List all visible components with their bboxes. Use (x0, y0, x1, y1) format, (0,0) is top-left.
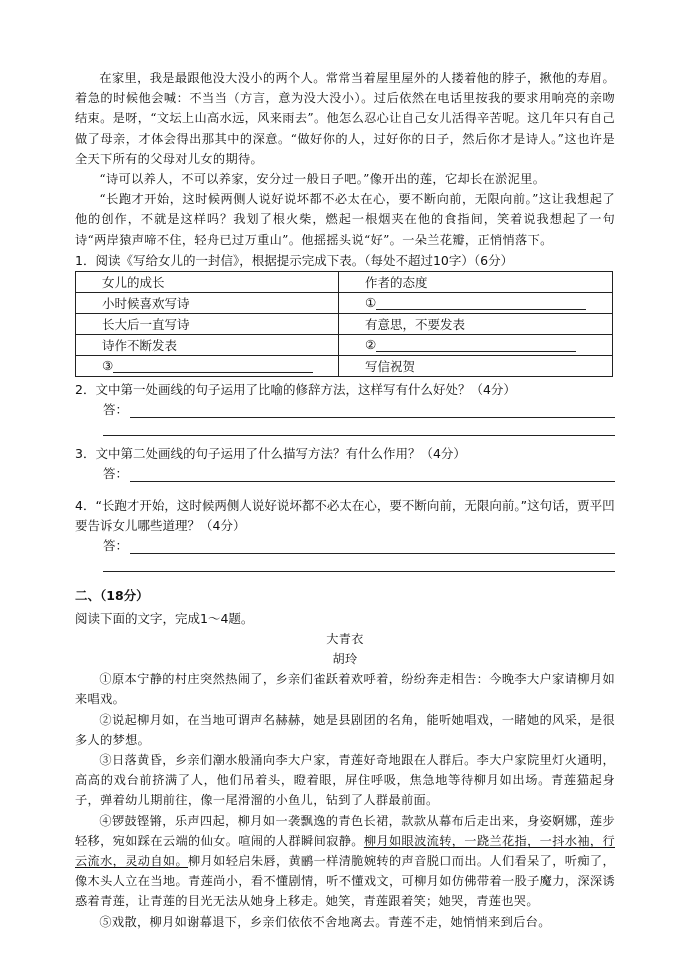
answer-blank[interactable] (376, 339, 576, 352)
table-cell: 诗作不断发表 (76, 334, 339, 355)
q2-stem: 2．文中第一处画线的句子运用了比喻的修辞方法，这样写有什么好处？（4分） (75, 381, 516, 397)
blank-marker: ③ (102, 358, 114, 374)
answer-line[interactable] (103, 418, 615, 436)
table-header-row (76, 271, 613, 292)
q1-stem: 1．阅读《写给女儿的一封信》，根据提示完成下表。（每处不超过10字）（6分） (75, 252, 514, 268)
passage-para-3: “长跑才开始，这时候两侧人说好说坏都不必太在心，要不断向前，无限向前。”这让我想起了他的创作，不就是这样吗？我划了根火柴，燃起一根烟夹在他的食指间，笑着说我想起了一句诗“两岸猿声啼不住，轻舟已过万重山”。他摇摇头说“好”。一朵兰花瓣，正悄悄落下。 (75, 192, 615, 247)
passage-para-1: 在家里，我是最跟他没大没小的两个人。常常当着屋里屋外的人搂着他的脖子，揪他的寿眉。着急的时候他会喊：不当当（方言，意为没大没小）。过后依然在电话里按我的要求用响亮的亲吻结束。是呀，“文坛上山高水远，风来雨去”。他怎么忍心让自己女儿活得辛苦呢。这几年只有自己做了母亲，才体会得出那其中的深意。“做好你的人，过好你的日子，然后你才是诗人。”这也许是全天下所有的父母对儿女的期待。 (75, 71, 615, 166)
story-para-3: ③日落黄昏，乡亲们潮水般涌向李大户家，青莲好奇地跟在人群后。李大户家院里灯火通明，高高的戏台前挤满了人，他们吊着头，瞪着眼，屏住呼吸，焦急地等待柳月如出场。青莲猫起身子，弹着幼儿期前往，像一尾滑溜的小鱼儿，钻到了人群最前面。 (75, 753, 615, 808)
table-row (76, 355, 613, 376)
q1-table (75, 271, 613, 377)
story-author: 胡玲 (332, 652, 358, 667)
answer-blank[interactable] (113, 360, 313, 373)
answer-label: 答： (103, 465, 129, 481)
q2-answer-row[interactable] (75, 400, 615, 418)
answer-blank[interactable] (376, 297, 586, 310)
answer-line[interactable] (130, 467, 615, 482)
table-row (76, 313, 613, 334)
passage-para-2: “诗可以养人，不可以养家，安分过一般日子吧。”像开出的莲，它却长在淤泥里。 (99, 172, 546, 187)
table-header-attitude: 作者的态度 (338, 271, 612, 292)
answer-label: 答： (103, 401, 129, 417)
story-para-1: ①原本宁静的村庄突然热闹了，乡亲们雀跃着欢呼着，纷纷奔走相告：今晚李大户家请柳月如来唱戏。 (75, 672, 615, 707)
table-row (76, 334, 613, 355)
story-para-2: ②说起柳月如，在当地可谓声名赫赫，她是县剧团的名角，能听她唱戏，一睹她的风采，是很多人的梦想。 (75, 712, 615, 747)
blank-marker: ① (364, 295, 377, 311)
story-para-4 (75, 811, 615, 912)
q3-stem: 3．文中第二处画线的句子运用了什么描写方法？有什么作用？（4分） (75, 445, 466, 461)
section-2-instruction: 阅读下面的文字，完成1～4题。 (75, 610, 254, 626)
table-cell-blank-1[interactable] (338, 292, 612, 313)
table-cell: 写信祝贺 (338, 355, 612, 376)
table-cell-blank-2[interactable] (338, 334, 612, 355)
table-cell: 长大后一直写诗 (76, 313, 339, 334)
table-header-growth: 女儿的成长 (76, 271, 339, 292)
story-para-5: ⑤戏散，柳月如谢幕退下，乡亲们依依不舍地离去。青莲不走，她悄悄来到后台。 (99, 914, 551, 929)
answer-line[interactable] (130, 539, 615, 554)
q3-answer-row[interactable] (75, 464, 615, 482)
table-cell: 小时候喜欢写诗 (76, 292, 339, 313)
table-cell-blank-3[interactable] (76, 355, 339, 376)
exam-page (75, 68, 615, 932)
section-2-heading: 二、（18分） (75, 587, 149, 603)
q4-answer-row[interactable] (75, 536, 615, 554)
table-cell: 有意思，不要发表 (338, 313, 612, 334)
table-row (76, 292, 613, 313)
q4-stem: 4．“长跑才开始，这时候两侧人说好说坏都不必太在心，要不断向前，无限向前。”这句话，贾平凹要告诉女儿哪些道理？（4分） (75, 497, 615, 533)
story-para-4-start: ④锣鼓铿锵，乐声四起，柳月如一袭飘逸的青色长裙，款款从幕布后走出来，身姿婀娜，莲步轻移，宛如踩在云端的仙女。喧闹的人群瞬间寂静。 (75, 813, 615, 848)
answer-line[interactable] (103, 554, 615, 572)
blank-marker: ② (364, 337, 377, 353)
underlined-sentence: 柳月如眼波流转，一跷兰花指，一抖水袖，行云流水，灵动自如。 (75, 833, 615, 869)
story-title: 大青衣 (326, 631, 364, 646)
answer-label: 答： (103, 537, 129, 553)
story-para-4-end: 柳月如轻启朱唇，黄鹂一样清脆婉转的声音脱口而出。人们看呆了，听痴了，像木头人立在当地。青莲尚小，看不懂剧情，听不懂戏文，可柳月如仿佛带着一股子魔力，深深诱惑着青莲，让青莲的目光无法从她身上移走。她笑，青莲跟着笑；她哭，青莲也哭。 (75, 854, 615, 909)
answer-line[interactable] (130, 403, 615, 418)
